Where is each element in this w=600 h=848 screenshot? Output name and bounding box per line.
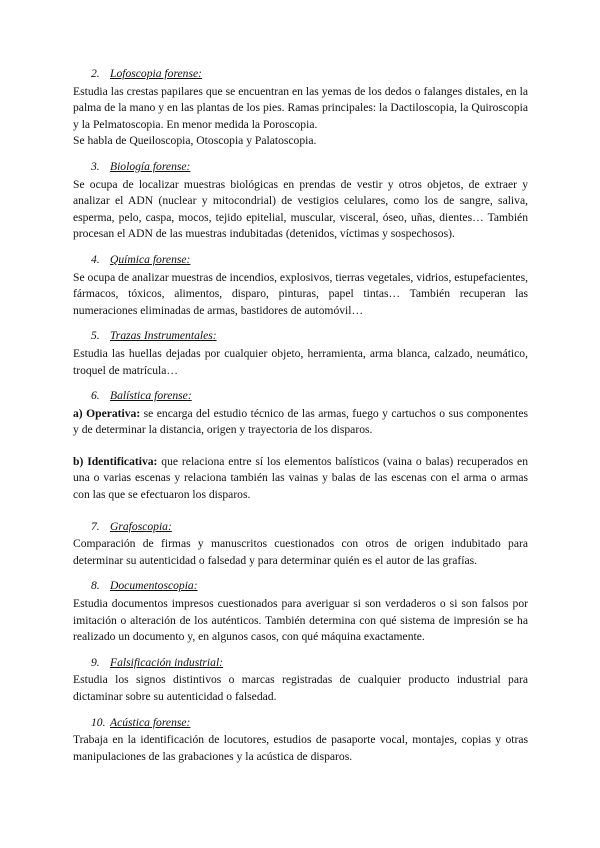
section-heading [91, 519, 528, 536]
section-heading [91, 66, 528, 83]
section-number: 4. [91, 252, 100, 266]
section-title: Lofoscopia forense: [110, 67, 202, 80]
subsection-text: se encarga del estudio técnico de las armas, fuego y cartuchos o sus componentes y de determinar la distancia, origen y trayectoria de los disparos. [73, 406, 528, 437]
section-number: 5. [91, 329, 100, 343]
subsection-paragraph [73, 454, 528, 504]
section-paragraph: Comparación de firmas y manuscritos cuestionados con otros de origen indubitado para determinar su autenticidad o falsedad y para determinar quién es el autor de las grafías. [73, 537, 528, 567]
subsection-paragraph [73, 406, 528, 439]
section [73, 328, 528, 379]
subsection-label: a) Operativa: [73, 406, 141, 420]
section-number: 7. [91, 519, 100, 533]
section-paragraph: Se habla de Queiloscopia, Otoscopia y Palatoscopia. [73, 134, 317, 148]
section-title: Falsificación industrial: [110, 655, 224, 669]
section-title: Biología forense: [110, 159, 191, 173]
section-paragraph: Estudia las crestas papilares que se encuentran en las yemas de los dedos o falanges distales, en la palma de la mano y en las plantas de los pies. Ramas principales: la Dactiloscopia, la Quiroscopia y la Pelmatoscopia. En menor medida la Poroscopia. [73, 84, 528, 131]
section [73, 252, 528, 319]
section-title: Química forense: [110, 252, 191, 266]
subsection-label: b) Identificativa: [73, 454, 158, 468]
section-heading [91, 578, 528, 595]
section-title: Balística forense: [110, 389, 192, 403]
section-heading [91, 655, 528, 672]
section-title: Grafoscopia: [110, 519, 172, 533]
section [73, 66, 528, 150]
section-paragraph: Trabaja en la identificación de locutores, estudios de pasaporte vocal, montajes, copias y otras manipulaciones de las grabaciones y la acústica de disparos. [73, 733, 528, 763]
section [73, 655, 528, 706]
section-title: Trazas Instrumentales: [110, 329, 217, 343]
section-heading [91, 252, 528, 269]
section-title: Acústica forense: [110, 715, 191, 729]
section-heading [91, 159, 528, 176]
section-heading [91, 328, 528, 345]
section-number: 9. [91, 655, 100, 669]
section [73, 519, 528, 570]
section-paragraph: Estudia las huellas dejadas por cualquier objeto, herramienta, arma blanca, calzado, neumático, troquel de matrícula… [73, 346, 528, 377]
section [73, 715, 528, 766]
section [73, 578, 528, 645]
document-body [73, 66, 528, 774]
subsection-text: que relaciona entre sí los elementos balísticos (vaina o balas) recuperados en una o varias escenas y relaciona también las vainas y balas de las escenas con el arma o armas con las que se efectuaron los disparos. [73, 454, 528, 502]
section-number: 2. [91, 67, 100, 80]
section-title: Documentoscopia: [110, 579, 198, 593]
section-heading [91, 388, 528, 405]
section-heading [91, 715, 528, 732]
section-number: 6. [91, 389, 100, 403]
section-number: 3. [91, 159, 100, 173]
section [73, 388, 528, 504]
section [73, 159, 528, 243]
section-number: 10. [91, 715, 106, 729]
section-paragraph: Se ocupa de localizar muestras biológicas en prendas de vestir y otros objetos, de extraer y analizar el ADN (nuclear y mitocondrial) de vestigios celulares, como los de sangre, saliva, esperma, pelo, caspa, mocos, tejido epitelial, muscular, visceral, óseo, uñas, dientes… También procesan el ADN de las muestras indubitadas (detenidos, víctimas y sospechosos). [73, 177, 528, 241]
section-paragraph: Se ocupa de analizar muestras de incendios, explosivos, tierras vegetales, vidrios, estupefacientes, fármacos, tóxicos, alimentos, disparo, pinturas, papel tintas… También recuperan las numeraciones eliminadas de armas, bastidores de automóvil… [73, 270, 528, 317]
section-number: 8. [91, 579, 100, 593]
section-paragraph: Estudia documentos impresos cuestionados para averiguar si son verdaderos o si son falsos por imitación o alteración de los auténticos. También determina con qué sistema de impresión se ha realizado un documento y, en algunos casos, con qué máquina exactamente. [73, 597, 528, 644]
section-paragraph: Estudia los signos distintivos o marcas registradas de cualquier producto industrial para dictaminar sobre su autenticidad o falsedad. [73, 673, 528, 703]
